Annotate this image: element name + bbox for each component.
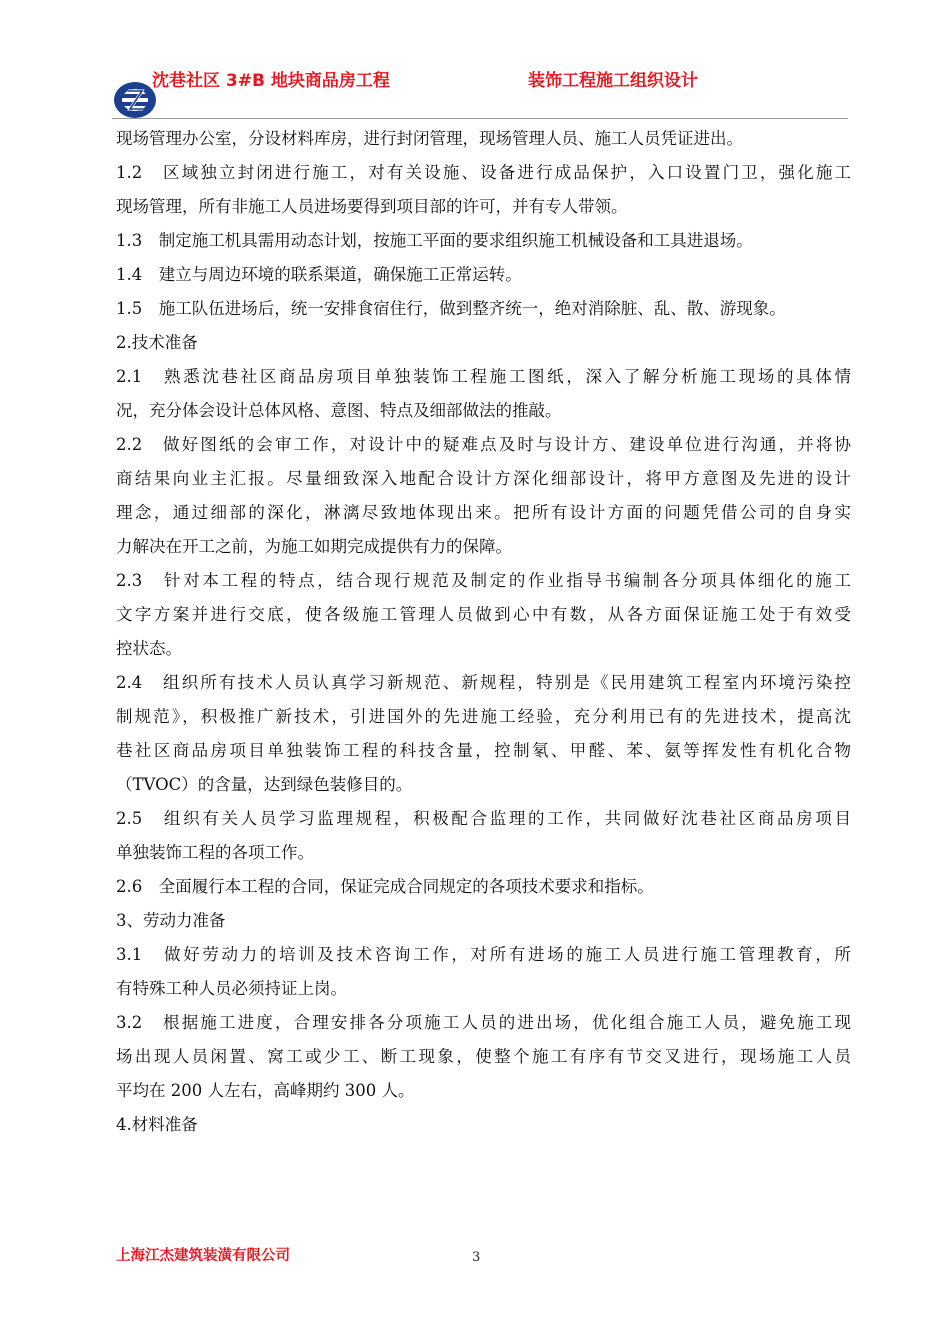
page-number: 3: [472, 1250, 481, 1265]
text-line: 有特殊工种人员必须持证上岗。: [116, 979, 347, 998]
text-line: 1.2 区域独立封闭进行施工，对有关设施、设备进行成品保护，入口设置门卫，强化施工: [116, 163, 851, 182]
text-line: 巷社区商品房项目单独装饰工程的科技含量，控制氡、甲醛、苯、氨等挥发性有机化合物: [116, 741, 851, 760]
header-document-title: 装饰工程施工组织设计: [528, 71, 698, 91]
text-line: 2.5 组织有关人员学习监理规程，积极配合监理的工作，共同做好沈巷社区商品房项目: [116, 809, 851, 828]
text-line: 商结果向业主汇报。尽量细致深入地配合设计方深化细部设计，将甲方意图及先进的设计: [116, 469, 851, 488]
text-line: 1.3 制定施工机具需用动态计划，按施工平面的要求组织施工机械设备和工具进退场。: [116, 231, 753, 250]
text-line: 理念，通过细部的深化，淋漓尽致地体现出来。把所有设计方面的问题凭借公司的自身实: [116, 503, 851, 522]
text-line: 况，充分体会设计总体风格、意图、特点及细部做法的推敲。: [116, 401, 562, 420]
text-line: 文字方案并进行交底，使各级施工管理人员做到心中有数，从各方面保证施工处于有效受: [116, 605, 851, 624]
document-body: [116, 122, 851, 1142]
text-line: 4.材料准备: [116, 1115, 198, 1134]
text-line: 2.6 全面履行本工程的合同，保证完成合同规定的各项技术要求和指标。: [116, 877, 654, 896]
text-line: 2.1 熟悉沈巷社区商品房项目单独装饰工程施工图纸，深入了解分析施工现场的具体情: [116, 367, 851, 386]
text-line: 现场管理办公室，分设材料库房，进行封闭管理，现场管理人员、施工人员凭证进出。: [116, 129, 743, 148]
text-line: 制规范》，积极推广新技术，引进国外的先进施工经验，充分利用已有的先进技术，提高沈: [116, 707, 851, 726]
text-line: 1.5 施工队伍进场后，统一安排食宿住行，做到整齐统一，绝对消除脏、乱、散、游现象。: [116, 299, 786, 318]
text-line: 现场管理，所有非施工人员进场要得到项目部的许可，并有专人带领。: [116, 197, 628, 216]
text-line: 3、劳动力准备: [116, 911, 226, 930]
text-line: 3.2 根据施工进度，合理安排各分项施工人员的进出场，优化组合施工人员，避免施工现: [116, 1013, 851, 1032]
text-line: 1.4 建立与周边环境的联系渠道，确保施工正常运转。: [116, 265, 522, 284]
text-line: 平均在 200 人左右，高峰期约 300 人。: [116, 1081, 415, 1100]
text-line: 2.技术准备: [116, 333, 198, 352]
header-divider: [112, 118, 848, 119]
text-line: 2.2 做好图纸的会审工作，对设计中的疑难点及时与设计方、建设单位进行沟通，并将协: [116, 435, 851, 454]
text-line: 3.1 做好劳动力的培训及技术咨询工作，对所有进场的施工人员进行施工管理教育，所: [116, 945, 851, 964]
text-line: 2.3 针对本工程的特点，结合现行规范及制定的作业指导书编制各分项具体细化的施工: [116, 571, 851, 590]
footer-company-name: 上海江杰建筑装潢有限公司: [116, 1248, 290, 1264]
text-line: 场出现人员闲置、窝工或少工、断工现象，使整个施工有序有节交叉进行，现场施工人员: [116, 1047, 851, 1066]
text-line: 2.4 组织所有技术人员认真学习新规范、新规程，特别是《民用建筑工程室内环境污染控: [116, 673, 851, 692]
header-project-title: 沈巷社区 3#B 地块商品房工程: [152, 71, 390, 91]
text-line: 控状态。: [116, 639, 182, 658]
text-line: （TVOC）的含量，达到绿色装修目的。: [116, 775, 413, 794]
text-line: 力解决在开工之前，为施工如期完成提供有力的保障。: [116, 537, 512, 556]
text-line: 单独装饰工程的各项工作。: [116, 843, 314, 862]
